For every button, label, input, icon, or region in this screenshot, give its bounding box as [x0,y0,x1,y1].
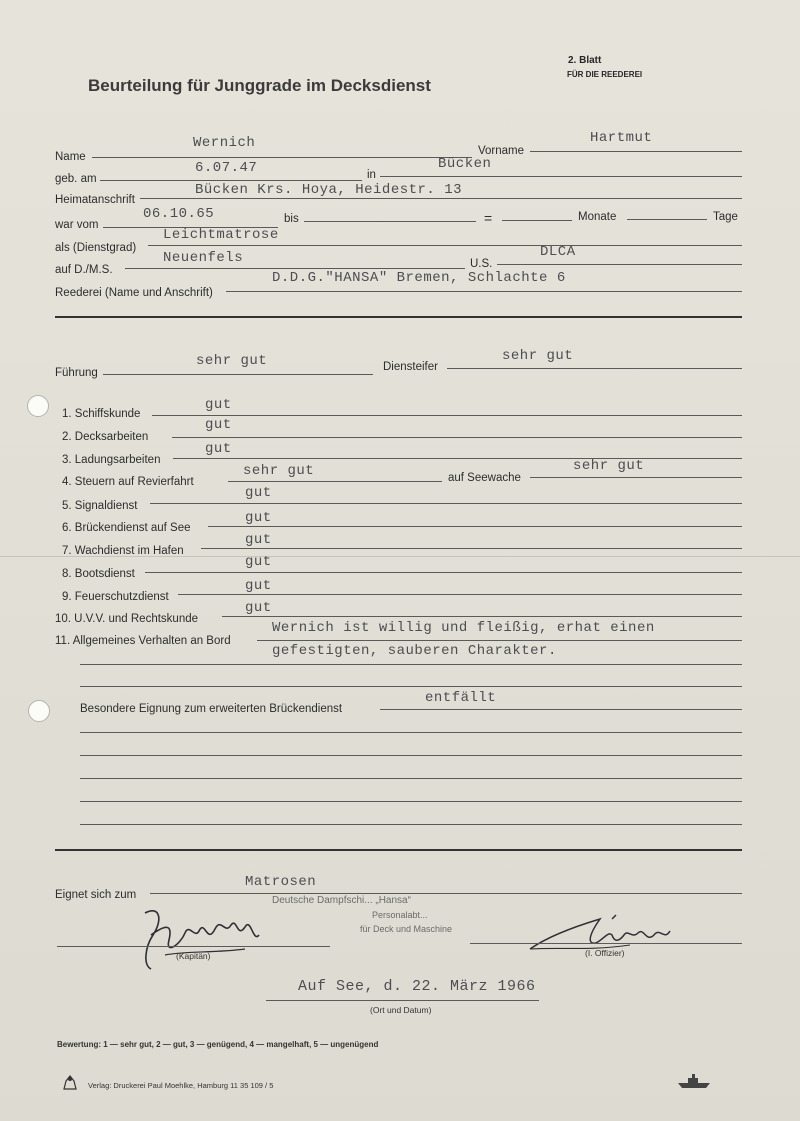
value-als: Leichtmatrose [163,227,279,243]
item-value-7: gut [245,532,272,548]
label-name: Name [55,151,86,163]
form-title: Beurteilung für Junggrade im Decksdienst [88,76,431,95]
value-auf-seewache: sehr gut [573,458,645,474]
label-diensteifer: Diensteifer [383,361,438,373]
sheet-number: 2. Blatt [568,55,602,66]
label-us: U.S. [470,258,493,270]
item-label-7: 7. Wachdienst im Hafen [62,545,184,557]
value-geb-am: 6.07.47 [195,160,258,176]
value-verhalten-line2: gefestigten, sauberen Charakter. [272,643,557,659]
label-auf-dms: auf D./M.S. [55,264,113,276]
label-equals: = [484,210,493,226]
value-name: Wernich [193,135,256,151]
label-war-vom: war vom [55,219,99,231]
label-kapitaen: (Kapitän) [176,951,211,961]
item-value-1: gut [205,397,232,413]
item-value-2: gut [205,417,232,433]
item-value-8: gut [245,554,272,570]
value-war-vom: 06.10.65 [143,206,215,222]
stamp-line-2: Personalabt... [372,910,428,920]
value-geb-ort: Bücken [438,156,492,172]
item-value-6: gut [245,510,272,526]
item-value-3: gut [205,441,232,457]
item-label-11: 11. Allgemeines Verhalten an Bord [55,635,231,647]
label-reederei: Reederei (Name und Anschrift) [55,287,213,299]
item-label-4: 4. Steuern auf Revierfahrt [62,476,194,488]
label-tage: Tage [713,211,738,223]
item-value-10: gut [245,600,272,616]
punch-hole-top [27,395,49,417]
item-label-1: 1. Schiffskunde [62,408,141,420]
rating-scale: Bewertung: 1 — sehr gut, 2 — gut, 3 — genügend, 4 — mangelhaft, 5 — ungenügend [57,1040,379,1049]
stamp-line-1: Deutsche Dampfschi... „Hansa“ [272,895,411,906]
label-offizier: (I. Offizier) [585,948,625,958]
value-vorname: Hartmut [590,130,653,146]
captain-signature [125,895,275,975]
label-auf-seewache: auf Seewache [448,472,521,484]
value-verhalten-line1: Wernich ist willig und fleißig, erhat einen [272,620,655,636]
label-ort-datum: (Ort und Datum) [370,1005,432,1015]
value-diensteifer: sehr gut [502,348,574,364]
printer-logo-icon [60,1073,80,1096]
value-auf-dms: Neuenfels [163,250,244,266]
item-label-5: 5. Signaldienst [62,500,138,512]
section-divider-2 [55,849,742,851]
value-heimatanschrift: Bücken Krs. Hoya, Heidestr. 13 [195,182,463,198]
item-label-2: 2. Decksarbeiten [62,431,149,443]
item-value-5: gut [245,485,272,501]
label-in: in [367,169,376,181]
stamp-line-3: für Deck und Maschine [360,924,453,934]
label-eignet: Eignet sich zum [55,889,137,901]
item-label-8: 8. Bootsdienst [62,568,135,580]
item-label-6: 6. Brückendienst auf See [62,522,191,534]
label-fuehrung: Führung [55,367,98,379]
value-ort-datum: Auf See, d. 22. März 1966 [298,978,536,995]
punch-hole-bottom [28,700,50,722]
label-besondere: Besondere Eignung zum erweiterten Brückendienst [80,703,343,715]
copy-designation: FÜR DIE REEDEREI [567,70,643,79]
label-monate: Monate [578,211,617,223]
item-label-10: 10. U.V.V. und Rechtskunde [55,613,199,625]
label-heimatanschrift: Heimatanschrift [55,194,135,206]
label-bis: bis [284,213,299,225]
item-label-3: 3. Ladungsarbeiten [62,454,161,466]
label-als: als (Dienstgrad) [55,242,137,254]
item-value-9: gut [245,578,272,594]
value-reederei: D.D.G."HANSA" Bremen, Schlachte 6 [272,270,566,286]
value-fuehrung: sehr gut [196,353,268,369]
value-eignet: Matrosen [245,874,317,890]
ship-logo-icon [676,1073,712,1094]
section-divider [55,316,742,318]
item-value-4: sehr gut [243,463,315,479]
item-label-9: 9. Feuerschutzdienst [62,591,169,603]
printer-imprint: Verlag: Druckerei Paul Moehlke, Hamburg 11 35 109 / 5 [88,1081,274,1090]
label-geb-am: geb. am [55,173,97,185]
label-vorname: Vorname [478,145,525,157]
value-us: DLCA [540,244,576,260]
value-besondere: entfällt [425,690,497,706]
